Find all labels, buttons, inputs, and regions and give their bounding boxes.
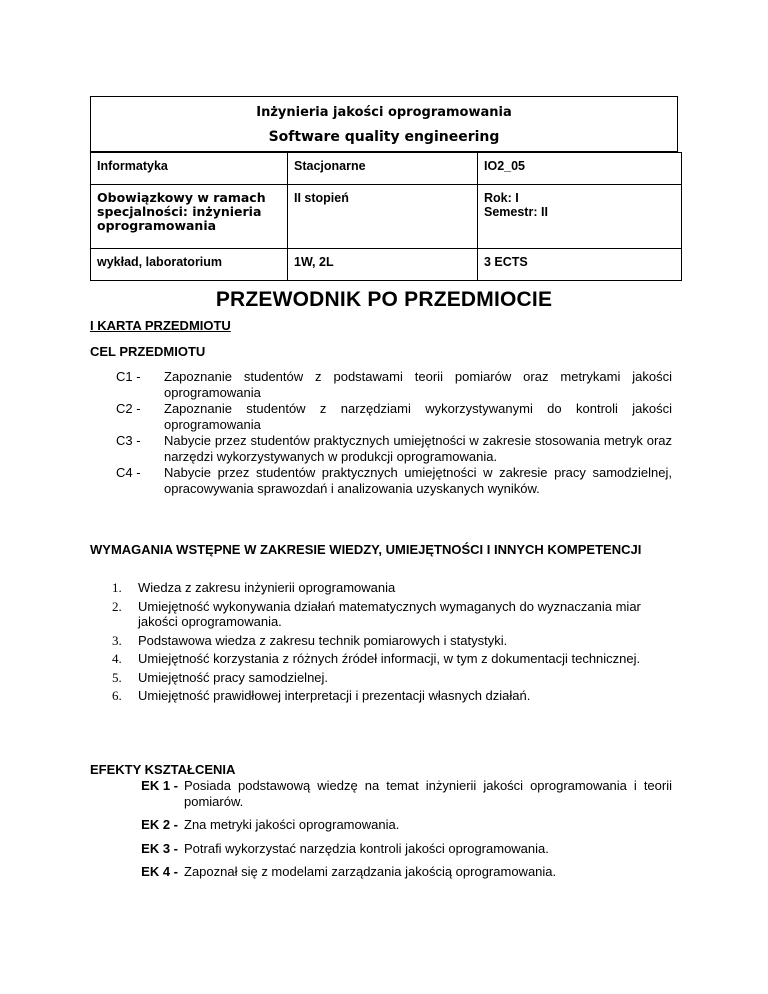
requirement-number: 3. xyxy=(112,632,122,648)
course-type-initial: O xyxy=(97,190,108,205)
requirement-text: Umiejętność pracy samodzielnej. xyxy=(138,669,329,685)
requirement-number: 5. xyxy=(112,669,122,685)
goals-section-title: CEL PRZEDMIOTU xyxy=(90,344,206,359)
effect-label: EK 2 - xyxy=(141,817,178,832)
goal-label: C3 - xyxy=(116,433,141,448)
course-title-en: Software quality engineering xyxy=(268,129,500,145)
class-forms: wykład, laboratorium xyxy=(91,249,288,281)
effects-list xyxy=(116,778,672,888)
effect-label: EK 1 - xyxy=(141,778,178,793)
class-hours: 1W, 2L xyxy=(288,249,478,281)
list-item xyxy=(112,688,672,704)
effect-label: EK 3 - xyxy=(141,840,178,856)
goals-list xyxy=(116,369,672,497)
list-item xyxy=(116,401,672,432)
requirement-number: 6. xyxy=(112,688,122,703)
list-item xyxy=(116,369,672,400)
year-semester xyxy=(478,185,682,249)
effect-text: Zapoznał się z modelami zarządzania jakością oprogramowania. xyxy=(184,864,557,879)
list-item xyxy=(116,465,672,496)
list-item xyxy=(112,651,672,667)
requirement-number: 4. xyxy=(112,651,122,666)
ects-points: 3 ECTS xyxy=(478,249,682,281)
goal-label: C4 - xyxy=(116,465,141,480)
requirement-text: Umiejętność korzystania z różnych źródeł informacji, w tym z dokumentacji technicznej. xyxy=(138,651,641,666)
list-item xyxy=(116,841,672,857)
table-row xyxy=(91,185,682,249)
requirement-number: 2. xyxy=(112,598,122,614)
table-row xyxy=(91,153,682,185)
goal-label: C1 - xyxy=(116,369,141,384)
course-code: IO2_05 xyxy=(478,153,682,185)
list-item xyxy=(116,433,672,464)
requirement-text: Umiejętność prawidłowej interpretacji i prezentacji własnych działań. xyxy=(138,688,531,703)
goal-text: Zapoznanie studentów z podstawami teorii pomiarów oraz metrykami jakości oprogramowania xyxy=(164,369,672,400)
study-level: II stopień xyxy=(288,185,478,249)
course-title-box xyxy=(90,96,678,152)
field-of-study: Informatyka xyxy=(91,153,288,185)
course-title-pl: Inżynieria jakości oprogramowania xyxy=(256,105,512,120)
study-year: Rok: I xyxy=(484,191,519,205)
semester: Semestr: II xyxy=(484,205,548,219)
requirement-text: Umiejętność wykonywania działań matematycznych wymaganych do wyznaczania miar jakości oprogramowania. xyxy=(138,598,641,629)
list-item xyxy=(116,817,672,833)
effect-text: Zna metryki jakości oprogramowania. xyxy=(184,817,400,832)
requirements-section-title: WYMAGANIA WSTĘPNE W ZAKRESIE WIEDZY, UMIEJĘTNOŚCI I INNYCH KOMPETENCJI xyxy=(90,542,642,557)
list-item xyxy=(116,864,672,880)
requirement-number: 1. xyxy=(112,580,122,595)
course-type xyxy=(91,185,288,249)
study-mode: Stacjonarne xyxy=(288,153,478,185)
requirements-list xyxy=(112,580,672,707)
goal-text: Nabycie przez studentów praktycznych umiejętności w zakresie stosowania metryk oraz narzędzi wykorzystywanych w produkcji oprogramowania. xyxy=(164,433,672,464)
requirement-text: Podstawowa wiedza z zakresu technik pomiarowych i statystyki. xyxy=(138,632,508,648)
effects-section-title: EFEKTY KSZTAŁCENIA xyxy=(90,762,236,777)
list-item xyxy=(112,580,672,596)
list-item xyxy=(112,599,672,630)
list-item xyxy=(112,633,672,649)
list-item xyxy=(112,670,672,686)
effect-text: Posiada podstawową wiedzę na temat inżynierii jakości oprogramowania i teorii pomiarów. xyxy=(184,778,672,809)
goal-text: Zapoznanie studentów z narzędziami wykorzystywanymi do kontroli jakości oprogramowania xyxy=(164,401,672,432)
page-title: PRZEWODNIK PO PRZEDMIOCIE xyxy=(215,288,553,311)
list-item xyxy=(116,778,672,809)
course-type-rest: bowiązkowy w ramach specjalności: inżynieria oprogramowania xyxy=(97,190,266,233)
goal-text: Nabycie przez studentów praktycznych umiejętności w zakresie pracy samodzielnej, opracowywania sprawozdań i analizowania uzyskanych wyników. xyxy=(164,465,672,496)
table-row xyxy=(91,249,682,281)
effect-label: EK 4 - xyxy=(141,864,178,879)
course-info-table xyxy=(90,152,682,281)
goal-label: C2 - xyxy=(116,401,141,416)
requirement-text: Wiedza z zakresu inżynierii oprogramowania xyxy=(138,580,396,595)
effect-text: Potrafi wykorzystać narzędzia kontroli jakości oprogramowania. xyxy=(184,840,549,856)
card-section-title: I KARTA PRZEDMIOTU xyxy=(90,318,231,333)
